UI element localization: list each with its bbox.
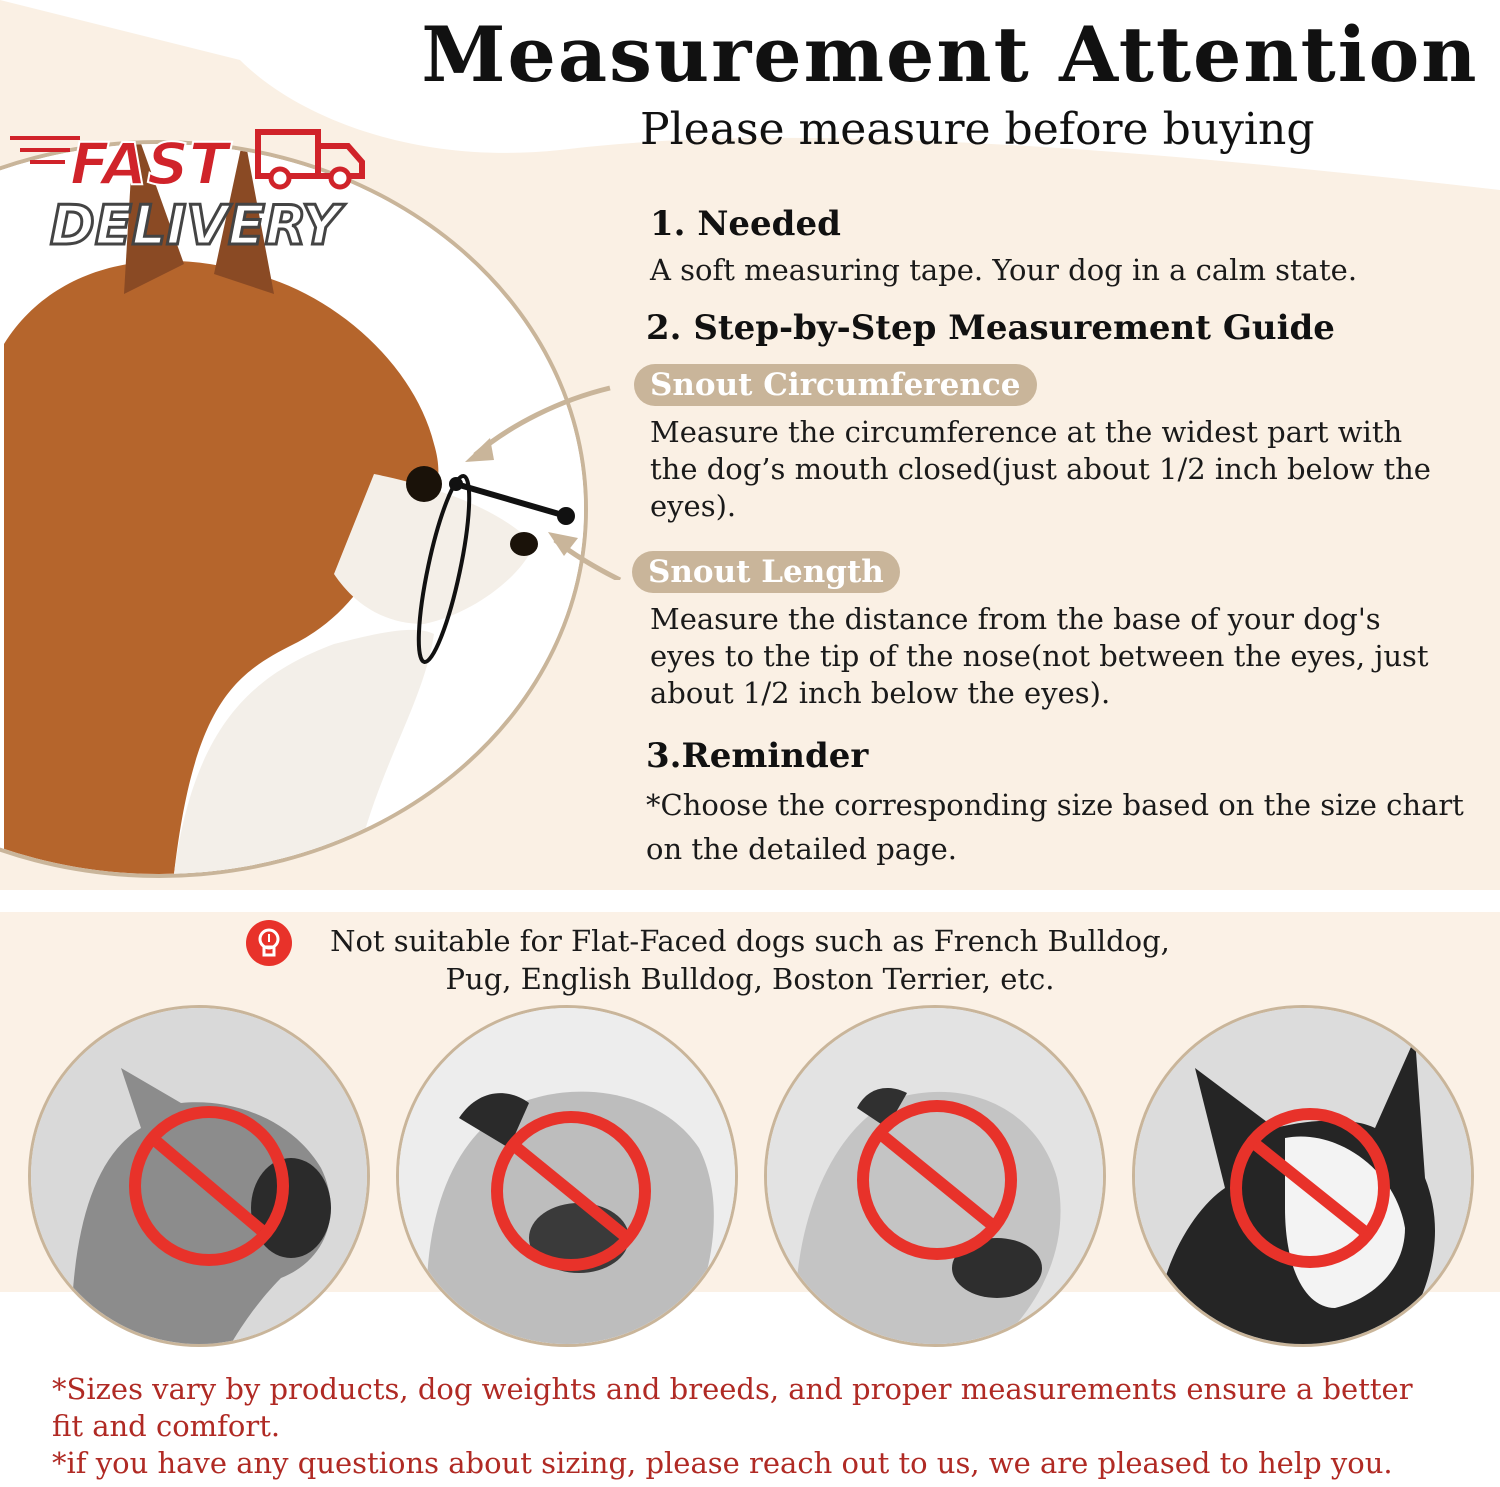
boston-terrier-photo	[1132, 1005, 1474, 1347]
notice-line: Pug, English Bulldog, Boston Terrier, etc.	[445, 962, 1055, 996]
page-subtitle: Please measure before buying	[640, 104, 1315, 155]
arrow-head-icon	[465, 438, 494, 462]
reminder-line: on the detailed page.	[646, 832, 958, 866]
english-bulldog-photo	[764, 1005, 1106, 1347]
footer-note-line: *Sizes vary by products, dog weights and breeds, and proper measurements ensure a better	[52, 1372, 1413, 1406]
logo-word-delivery: DELIVERY	[50, 194, 341, 257]
french-bulldog-photo	[28, 1005, 370, 1347]
fast-delivery-logo	[10, 118, 380, 258]
snout-circumference-badge: Snout Circumference	[634, 364, 1037, 406]
step-needed-text: A soft measuring tape. Your dog in a calm state.	[650, 253, 1358, 287]
length-line: Measure the distance from the base of your dog's	[650, 602, 1381, 636]
snout-circumference-text	[650, 414, 1480, 525]
step-needed-heading: 1. Needed	[650, 204, 841, 244]
snout-length-text	[650, 601, 1480, 712]
length-line: about 1/2 inch below the eyes).	[650, 676, 1111, 710]
pug-photo	[396, 1005, 738, 1347]
step-reminder-heading: 3.Reminder	[646, 736, 869, 776]
snout-length-badge: Snout Length	[632, 551, 900, 593]
logo-word-fast: FAST	[70, 130, 229, 198]
footer-note-line: *if you have any questions about sizing, please reach out to us, we are pleased to help you.	[52, 1446, 1393, 1480]
lightbulb-icon	[246, 920, 292, 966]
step-reminder-text	[646, 783, 1486, 871]
circumference-line: Measure the circumference at the widest part with	[650, 415, 1403, 449]
circumference-line: the dog’s mouth closed(just about 1/2 inch below the	[650, 452, 1431, 486]
circumference-line: eyes).	[650, 489, 737, 523]
reminder-line: *Choose the corresponding size based on the size chart	[646, 788, 1464, 822]
length-line: eyes to the tip of the nose(not between the eyes, just	[650, 639, 1429, 673]
pointer-arrows	[460, 380, 630, 580]
page-title: Measurement Attention	[421, 10, 1479, 99]
step-guide-heading: 2. Step-by-Step Measurement Guide	[646, 308, 1335, 348]
notice-line: Not suitable for Flat-Faced dogs such as French Bulldog,	[330, 924, 1170, 958]
footer-note-line: fit and comfort.	[52, 1409, 281, 1443]
flat-faced-notice	[330, 922, 1170, 998]
truck-icon	[258, 132, 362, 187]
